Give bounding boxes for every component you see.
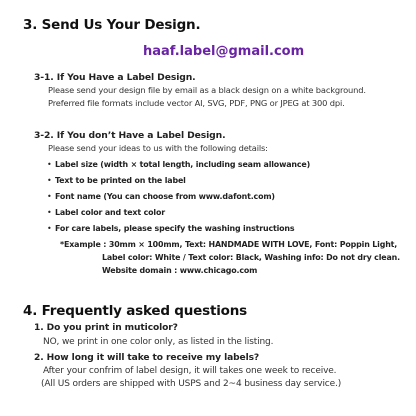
bullet-item: Font name (You can choose from www.dafont.com) <box>55 192 275 201</box>
example-line: Label color: White / Text color: Black, Washing info: Do not dry clean. <box>102 253 400 262</box>
bullet-item: Text to be printed on the label <box>55 176 186 185</box>
example-line: *Example : 30mm × 100mm, Text: HANDMADE WITH LOVE, Font: Poppin Light, <box>60 240 398 249</box>
bullet-dot: • <box>47 224 52 233</box>
email-address[interactable]: haaf.label@gmail.com <box>143 44 305 59</box>
bullet-dot: • <box>47 192 52 201</box>
subsection-3-2-title: 3-2. If You don’t Have a Label Design. <box>34 130 226 141</box>
faq-question: 2. How long it will take to receive my labels? <box>34 353 260 363</box>
faq-answer: After your confrim of label design, it will takes one week to receive. <box>43 366 337 376</box>
subsection-3-1-line: Preferred file formats include vector AI, SVG, PDF, PNG or JPEG at 300 dpi. <box>48 98 345 108</box>
bullet-dot: • <box>47 208 52 217</box>
subsection-3-1-line: Please send your design file by email as a black design on a white background. <box>48 85 366 95</box>
faq-question: 1. Do you print in muticolor? <box>34 323 178 333</box>
bullet-dot: • <box>47 160 52 169</box>
faq-answer: (All US orders are shipped with USPS and 2~4 business day service.) <box>41 379 342 389</box>
subsection-3-2-intro: Please send your ideas to us with the following details: <box>48 143 268 153</box>
bullet-item: Label color and text color <box>55 208 165 217</box>
bullet-dot: • <box>47 176 52 185</box>
section-4-title: 4. Frequently asked questions <box>23 303 247 319</box>
bullet-item: For care labels, please specify the washing instructions <box>55 224 295 233</box>
example-line: Website domain : www.chicago.com <box>102 266 258 275</box>
subsection-3-1-title: 3-1. If You Have a Label Design. <box>34 72 196 83</box>
faq-answer: NO, we print in one color only, as listed in the listing. <box>43 337 274 347</box>
bullet-item: Label size (width × total length, including seam allowance) <box>55 160 311 169</box>
section-3-title: 3. Send Us Your Design. <box>23 17 201 33</box>
